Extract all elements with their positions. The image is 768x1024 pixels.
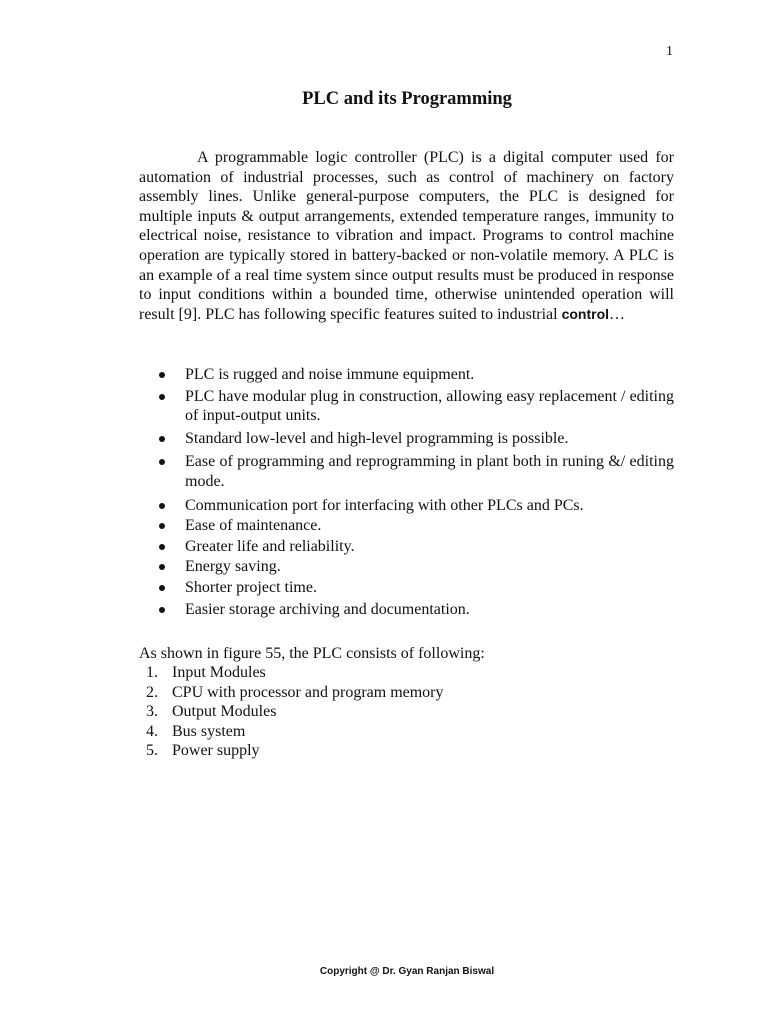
list-item: Greater life and reliability. — [139, 537, 674, 557]
bullet-icon — [159, 585, 165, 591]
list-item: Ease of programming and reprogramming in plant both in runing &/ editing mode. — [139, 452, 674, 491]
page-title: PLC and its Programming — [302, 89, 512, 109]
copyright-footer: Copyright @ Dr. Gyan Ranjan Biswal — [319, 966, 495, 977]
list-item: Standard low-level and high-level programming is possible. — [139, 429, 674, 449]
list-item: 2. CPU with processor and program memory — [146, 683, 444, 701]
bullet-icon — [159, 607, 165, 613]
bullet-icon — [159, 436, 165, 442]
bullet-icon — [159, 523, 165, 529]
intro-paragraph — [139, 148, 674, 324]
parts-intro: As shown in figure 55, the PLC consists of following: — [139, 645, 485, 662]
bullet-icon — [159, 544, 165, 550]
features-list — [139, 365, 674, 619]
parts-list — [146, 663, 444, 761]
bullet-icon — [159, 459, 165, 465]
bullet-icon — [159, 372, 165, 378]
list-item: Easier storage archiving and documentation. — [139, 600, 674, 620]
paragraph-text: A programmable logic controller (PLC) is a digital computer used for automation of industrial processes, such as control of machinery on factory assembly lines. Unlike general-purpose computers, the PLC is designed for multiple inputs & output arrangements, extended temperature ranges, immunity to electrical noise, resistance to vibration and impact. Programs to control machine operation are typically stored in battery-backed or non-volatile memory. A PLC is an example of a real time system since output results must be produced in response to input conditions within a bounded time, otherwise unintended operation will result [9]. PLC has following specific features suited to industrial — [139, 149, 674, 323]
list-item: PLC is rugged and noise immune equipment. — [139, 365, 674, 385]
bullet-icon — [159, 503, 165, 509]
page-number: 1 — [666, 44, 673, 59]
paragraph-ellipsis: … — [609, 305, 626, 323]
bullet-icon — [159, 564, 165, 570]
paragraph-end-word: control — [561, 305, 610, 322]
list-item: Communication port for interfacing with other PLCs and PCs. — [139, 496, 674, 516]
list-item: 5. Power supply — [146, 742, 260, 760]
list-item: Shorter project time. — [139, 578, 674, 598]
list-item: 1. Input Modules — [146, 664, 266, 681]
list-item: Ease of maintenance. — [139, 516, 674, 536]
list-item: PLC have modular plug in construction, allowing easy replacement / editing of input-output units. — [139, 387, 674, 426]
bullet-icon — [159, 394, 165, 400]
list-item: Energy saving. — [139, 557, 674, 577]
list-item: 3. Output Modules — [146, 703, 277, 721]
list-item: 4. Bus system — [146, 722, 246, 740]
